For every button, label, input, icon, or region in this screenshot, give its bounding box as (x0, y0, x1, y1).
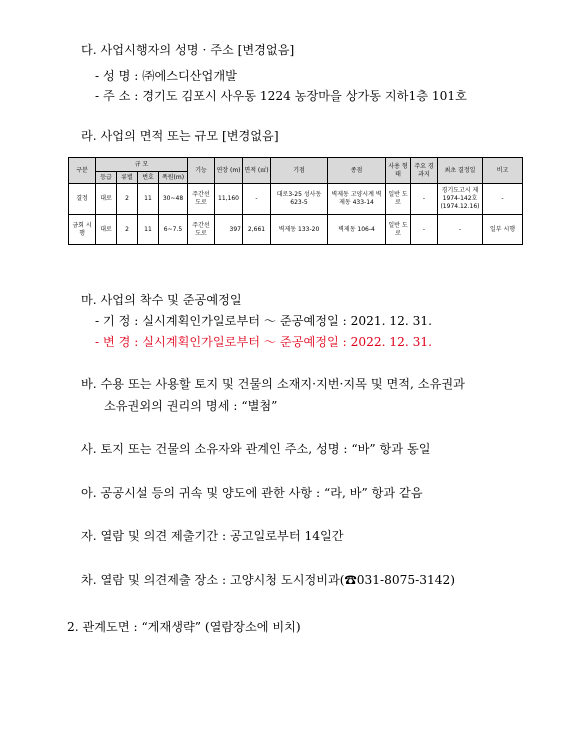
cell-function: 주간선 도로 (188, 215, 215, 245)
cell-major: - (411, 184, 438, 215)
section-ja: 자. 열람 및 의견 제출기간 : 공고일로부터 14일간 (81, 529, 344, 543)
cell-length: 11,160 (215, 184, 243, 215)
header-major: 주요 경과지 (411, 158, 438, 184)
cell-grade: 대로 (96, 215, 117, 245)
header-function: 기능 (188, 158, 215, 184)
header-start: 기점 (271, 158, 328, 184)
table-row (69, 215, 523, 245)
cell-start: 벽제동 133-20 (271, 215, 328, 245)
cell-grade: 대로 (96, 184, 117, 215)
header-grade: 등급 (96, 172, 117, 184)
cell-number: 11 (138, 184, 159, 215)
header-class: 류별 (117, 172, 138, 184)
section-cha: 차. 열람 및 의견제출 장소 : 고양시청 도시정비과(☎031-8075-3142) (81, 573, 456, 587)
header-first-decision: 최초 결정일 (438, 158, 483, 184)
cell-end: 벽제동 고양시계 벽제동 433-14 (328, 184, 386, 215)
cell-number: 11 (138, 215, 159, 245)
cell-area: 2,661 (243, 215, 271, 245)
header-scale: 규 모 (96, 158, 188, 172)
cell-first-decision: - (438, 215, 483, 245)
cell-gubun: 결정 (69, 184, 96, 215)
header-length: 연장 (m) (215, 158, 243, 184)
header-gubun: 구분 (69, 158, 96, 184)
cell-note: - (483, 184, 523, 215)
cell-type: 일반 도로 (386, 215, 411, 245)
section-ma-after: - 변 경 : 실시계획인가일로부터 ～ 준공예정일 : 2022. 12. 31. (95, 335, 433, 349)
cell-class: 2 (117, 184, 138, 215)
cell-first-decision: 경기도고시 제1974-142호 (1974.12.16) (438, 184, 483, 215)
section-ba-line2: 소유권외의 권리의 명세 : “별첨” (104, 399, 278, 413)
cell-gubun: 금회 시행 (69, 215, 96, 245)
cell-length: 397 (215, 215, 243, 245)
header-type: 사용 형태 (386, 158, 411, 184)
section-ba-line1: 바. 수용 또는 사용할 토지 및 건물의 소재지·지번·지목 및 면적, 소유권과 (81, 377, 465, 391)
cell-type: 일반 도로 (386, 184, 411, 215)
header-area: 면적 (㎡) (243, 158, 271, 184)
section-ra-title: 라. 사업의 면적 또는 규모 [변경없음] (81, 129, 279, 143)
scale-table (68, 157, 523, 245)
cell-note: 일부 시행 (483, 215, 523, 245)
cell-width: 6~7.5 (159, 215, 188, 245)
table-row (69, 184, 523, 215)
header-number: 번호 (138, 172, 159, 184)
header-note: 비고 (483, 158, 523, 184)
section-ma-before: - 기 정 : 실시계획인가일로부터 ～ 준공예정일 : 2021. 12. 31. (95, 314, 433, 328)
cell-end: 벽제동 106-4 (328, 215, 386, 245)
cell-area: - (243, 184, 271, 215)
cell-function: 주간선 도로 (188, 184, 215, 215)
header-width: 폭원(m) (159, 172, 188, 184)
cell-start: 대로3-25 성사동 623-5 (271, 184, 328, 215)
section-ma-title: 마. 사업의 착수 및 준공예정일 (81, 293, 242, 307)
header-end: 종점 (328, 158, 386, 184)
section-da-address: - 주 소 : 경기도 김포시 사우동 1224 농장마을 상가동 지하1층 101호 (95, 89, 467, 103)
cell-major: - (411, 215, 438, 245)
cell-class: 2 (117, 215, 138, 245)
section-a: 아. 공공시설 등의 귀속 및 양도에 관한 사항 : “라, 바” 항과 같음 (81, 486, 423, 500)
section-da-title: 다. 사업시행자의 성명 · 주소 [변경없음] (81, 43, 295, 57)
section-da-name: - 성 명 : ㈜에스디산업개발 (95, 69, 237, 83)
section-sa: 사. 토지 또는 건물의 소유자와 관계인 주소, 성명 : “바” 항과 동일 (81, 442, 431, 456)
section-related-drawings: 2. 관계도면 : “게재생략” (열람장소에 비치) (67, 620, 301, 634)
cell-width: 30~48 (159, 184, 188, 215)
